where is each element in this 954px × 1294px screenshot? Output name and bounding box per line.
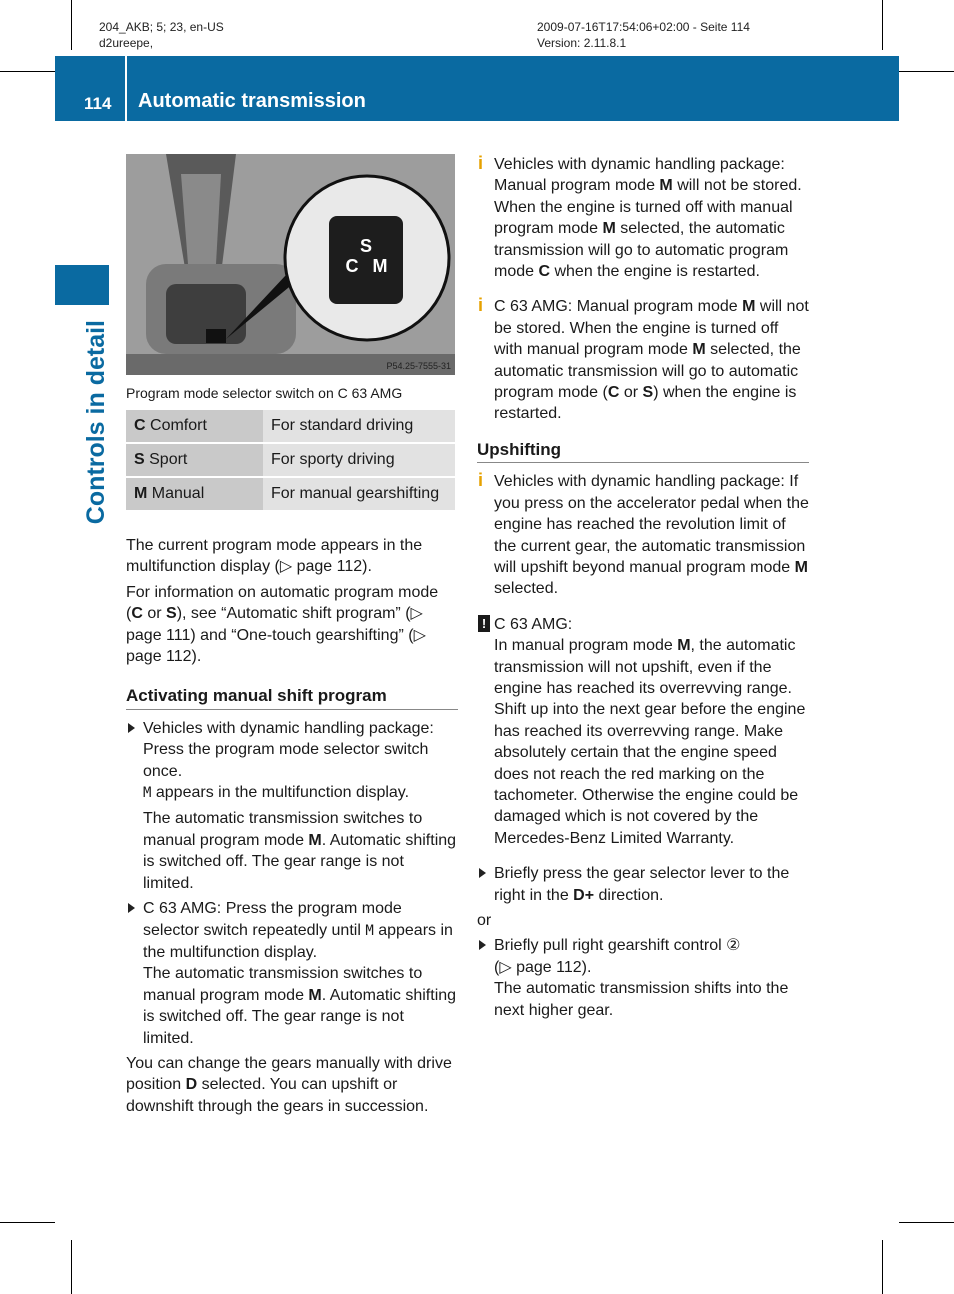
page-title: Automatic transmission xyxy=(138,90,366,112)
table-cell: For sporty driving xyxy=(263,443,455,477)
info-note: i C 63 AMG: Manual program mode M will not be stored. When the engine is turned off with manual program mode M selected, the automatic transmission will go to automatic program mode (C or S) when the engine is restarted. xyxy=(478,295,809,423)
bullet-arrow-icon xyxy=(479,940,486,950)
crop-mark xyxy=(882,1240,883,1294)
bullet-arrow-icon xyxy=(479,868,486,878)
crop-mark xyxy=(71,0,72,50)
crop-mark xyxy=(0,1222,55,1223)
crop-mark xyxy=(899,71,954,72)
figure-caption: Program mode selector switch on C 63 AMG xyxy=(126,385,403,401)
paragraph: The current program mode appears in the multifunction display (▷ page 112). xyxy=(126,537,423,576)
info-note: i Vehicles with dynamic handling package: If you press on the accelerator pedal when the engine has reached the revolution limit of the current gear, the automatic transmission will upshift beyond manual program mode M selected. xyxy=(478,470,809,598)
paragraph: For information on automatic program mode (C or S), see “Automatic shift program” (▷ page 111) and “One-touch gearshifting” (▷ page 112). xyxy=(126,583,439,666)
header-divider xyxy=(125,56,127,121)
meta-right xyxy=(537,19,750,51)
side-tab-label: Controls in detail xyxy=(82,320,110,525)
info-note: i Vehicles with dynamic handling package: Manual program mode M will not be stored. When the engine is turned off with manual program mode M selected, the automatic transmission will go to automatic program mode C when the engine is restarted. xyxy=(478,153,802,281)
table-cell: S Sport xyxy=(126,443,263,477)
section-heading: Activating manual shift program xyxy=(126,685,458,709)
section-heading: Upshifting xyxy=(477,439,809,463)
meta-left-line1: 204_AKB; 5; 23, en-US xyxy=(99,20,224,34)
list-item: C 63 AMG: Press the program mode selector switch repeatedly until M appears in the multifunction display. The automatic transmission switches to manual program mode M. Automatic shifting is switched off. The gear range is not limited. xyxy=(126,898,458,1049)
warning-icon: ! xyxy=(478,615,490,632)
bullet-arrow-icon xyxy=(128,903,135,913)
page-number: 114 xyxy=(84,94,112,113)
table-cell: For standard driving xyxy=(263,410,455,443)
modes-table xyxy=(126,410,455,512)
side-tab-marker xyxy=(55,265,109,305)
button-label-s: S xyxy=(359,236,373,256)
crop-mark xyxy=(899,1222,954,1223)
right-column xyxy=(477,154,809,1025)
photo-illustration xyxy=(126,154,455,375)
paragraph: or xyxy=(477,912,492,929)
table-row xyxy=(126,477,455,511)
meta-right-line2: Version: 2.11.8.1 xyxy=(537,36,627,50)
table-cell: M Manual xyxy=(126,477,263,511)
table-row xyxy=(126,443,455,477)
list-item: Briefly press the gear selector lever to the right in the D+ direction. xyxy=(477,863,809,906)
table-row xyxy=(126,410,455,443)
info-icon: i xyxy=(478,295,484,316)
table-cell: C Comfort xyxy=(126,410,263,443)
paragraph: You can change the gears manually with drive position D selected. You can upshift or downshift through the gears in succession. xyxy=(126,1054,452,1115)
bullet-arrow-icon xyxy=(128,723,135,733)
figure-code: P54.25-7555-31 xyxy=(386,361,451,371)
program-selector-photo xyxy=(126,154,455,375)
crop-mark xyxy=(882,0,883,50)
warning-note: ! C 63 AMG: In manual program mode M, the automatic transmission will not upshift, even if the engine has reached its overrevving range. Shift up into the next gear before the engine has reached its overrevving range. Make absolutely certain that the engine speed does not reach the red marking on the tachometer. Otherwise the engine could be damaged which is not covered by the Mercedes-Benz Limited Warranty. xyxy=(477,614,809,849)
info-icon: i xyxy=(478,470,484,491)
meta-left-line2: d2ureepe, xyxy=(99,36,154,50)
table-cell: For manual gearshifting xyxy=(263,477,455,511)
crop-mark xyxy=(0,71,55,72)
button-label-m: M xyxy=(372,256,388,276)
list-item: Briefly pull right gearshift control ② (▷ page 112). The automatic transmission shifts into the next higher gear. xyxy=(477,935,809,1021)
left-column xyxy=(126,535,458,1121)
meta-left xyxy=(99,19,224,51)
button-label-c: C xyxy=(345,256,359,276)
crop-mark xyxy=(71,1240,72,1294)
info-icon: i xyxy=(478,153,484,173)
list-item: Vehicles with dynamic handling package: Press the program mode selector switch once. M appears in the multifunction display. The automatic transmission switches to manual program mode M. Automatic shifting is switched off. The gear range is not limited. xyxy=(126,718,458,894)
meta-right-line1: 2009-07-16T17:54:06+02:00 - Seite 114 xyxy=(537,20,750,34)
